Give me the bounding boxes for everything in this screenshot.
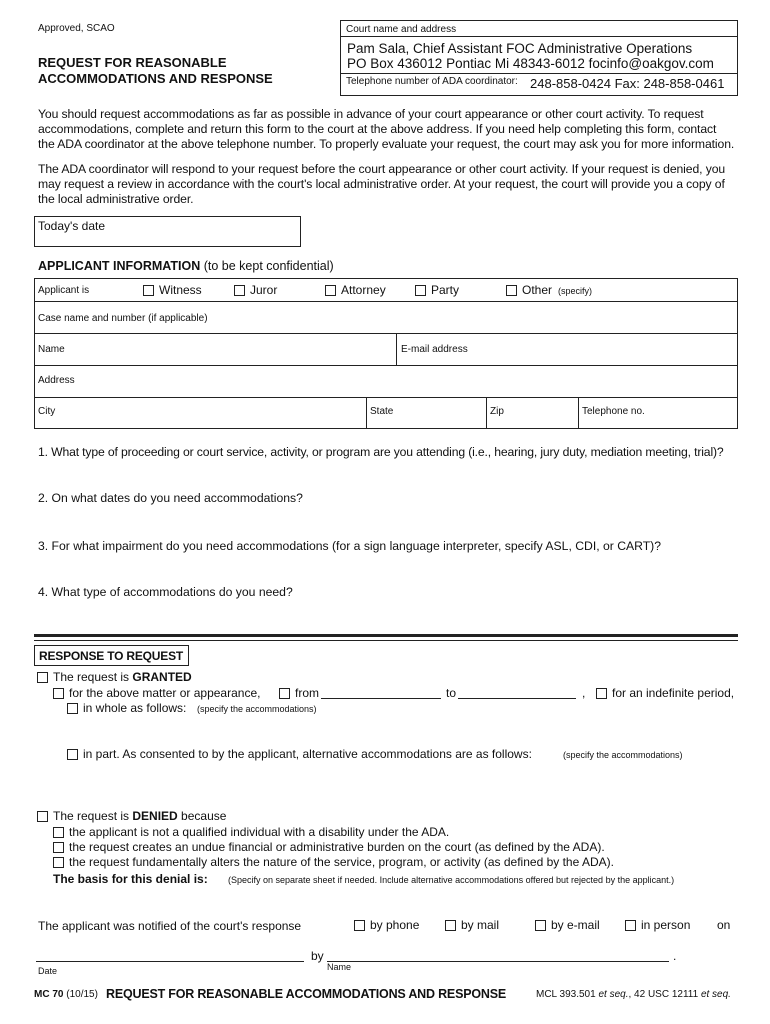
intro-p1-line2: accommodations, complete and return this form to the court at the above address. If you need help completing this form, contact	[38, 122, 717, 136]
attorney-label: Attorney	[341, 283, 386, 297]
above-matter-label: for the above matter or appearance,	[69, 686, 261, 700]
whole-checkbox[interactable]	[67, 703, 78, 714]
response-heading: RESPONSE TO REQUEST	[39, 649, 184, 663]
to-date-field[interactable]	[458, 698, 576, 699]
applicant-is-label: Applicant is	[38, 285, 90, 296]
indefinite-checkbox[interactable]	[596, 688, 607, 699]
state-zip-divider	[486, 397, 487, 429]
notified-label: The applicant was notified of the court's response	[38, 919, 302, 933]
row-divider-3	[34, 365, 738, 366]
name-label: Name	[38, 344, 65, 355]
denied-suffix: because	[177, 809, 227, 823]
other-checkbox[interactable]	[506, 285, 517, 296]
form-number: MC 70	[34, 989, 64, 1000]
witness-checkbox[interactable]	[143, 285, 154, 296]
address-label: Address	[38, 375, 75, 386]
applicant-heading-text: APPLICANT INFORMATION	[38, 259, 201, 273]
citation-part-d: et seq.	[700, 989, 731, 1000]
court-phone-divider	[340, 73, 738, 74]
telephone-label: Telephone no.	[582, 406, 645, 417]
intro-paragraph-1	[38, 107, 734, 152]
court-address-line[interactable]: PO Box 436012 Pontiac Mi 48343-6012 focinfo@oakgov.com	[347, 56, 714, 71]
court-name-label: Court name and address	[346, 24, 457, 35]
by-email-label: by e-mail	[551, 918, 600, 932]
other-specify-note: (specify)	[558, 286, 593, 296]
to-label: to	[446, 686, 457, 700]
by-mail-label: by mail	[461, 918, 500, 932]
date-signature-field[interactable]	[36, 961, 304, 962]
name-caption: Name	[327, 962, 352, 972]
reason2-checkbox[interactable]	[53, 842, 64, 853]
question-3: 3. For what impairment do you need accommodations (for a sign language interpreter, specify ASL, CDI, or CART)?	[38, 539, 661, 553]
form-title-line2: ACCOMMODATIONS AND RESPONSE	[38, 71, 273, 86]
ada-phone-value[interactable]: 248-858-0424 Fax: 248-858-0461	[530, 76, 725, 91]
indefinite-label: for an indefinite period,	[612, 686, 735, 700]
row-divider-2	[34, 333, 738, 334]
response-section-divider-thin	[34, 640, 738, 641]
reason2-label: the request creates an undue financial or administrative burden on the court (as defined by the ADA).	[69, 840, 605, 854]
granted-word: GRANTED	[132, 670, 192, 684]
city-label: City	[38, 406, 56, 417]
by-phone-checkbox[interactable]	[354, 920, 365, 931]
by-phone-label: by phone	[370, 918, 420, 932]
form-title-line1: REQUEST FOR REASONABLE	[38, 55, 227, 70]
footer-title: REQUEST FOR REASONABLE ACCOMMODATIONS AND RESPONSE	[106, 987, 506, 1001]
other-label: Other	[522, 283, 553, 297]
denied-checkbox[interactable]	[37, 811, 48, 822]
juror-label: Juror	[250, 283, 278, 297]
court-name-line[interactable]: Pam Sala, Chief Assistant FOC Administrative Operations	[347, 41, 693, 56]
case-name-field[interactable]	[35, 302, 737, 333]
from-checkbox[interactable]	[279, 688, 290, 699]
todays-date-label: Today's date	[38, 219, 106, 233]
state-label: State	[370, 406, 394, 417]
intro-p2-line3: the local administrative order.	[38, 192, 194, 206]
by-email-checkbox[interactable]	[535, 920, 546, 931]
part-note: (specify the accommodations)	[563, 750, 683, 760]
denied-prefix: The request is	[53, 809, 133, 823]
intro-p2-line2: may request a review in accordance with the court's local administrative order. At your request, the court will provide you a copy of	[38, 177, 725, 191]
approval-note: Approved, SCAO	[38, 23, 115, 34]
to-comma: ,	[582, 686, 586, 700]
form-revision: (10/15)	[66, 989, 98, 1000]
witness-label: Witness	[159, 283, 202, 297]
denied-word: DENIED	[132, 809, 178, 823]
by-label: by	[311, 949, 324, 963]
applicant-heading	[38, 260, 334, 273]
reason3-checkbox[interactable]	[53, 857, 64, 868]
basis-label: The basis for this denial is:	[53, 872, 208, 886]
response-section-divider	[34, 634, 738, 637]
citation-part-b: et seq.	[598, 989, 629, 1000]
case-name-label: Case name and number (if applicable)	[38, 313, 208, 324]
party-checkbox[interactable]	[415, 285, 426, 296]
intro-p2-line1: The ADA coordinator will respond to your request before the court appearance or other court activity. If your request is denied, you	[38, 162, 726, 176]
basis-note: (Specify on separate sheet if needed. Include alternative accommodations offered but rejected by the applicant.)	[228, 875, 675, 885]
reason3-label: the request fundamentally alters the nature of the service, program, or activity (as defined by the ADA).	[69, 855, 614, 869]
from-date-field[interactable]	[321, 698, 441, 699]
footer-form-id	[34, 990, 98, 1000]
intro-paragraph-2	[38, 162, 725, 207]
question-4: 4. What type of accommodations do you need?	[38, 585, 293, 599]
date-caption: Date	[38, 966, 58, 976]
name-signature-field[interactable]	[327, 961, 669, 962]
row-divider-4	[34, 397, 738, 398]
footer-citation	[536, 990, 731, 1000]
name-email-divider	[396, 333, 397, 365]
juror-checkbox[interactable]	[234, 285, 245, 296]
in-person-checkbox[interactable]	[625, 920, 636, 931]
on-label: on	[717, 918, 731, 932]
email-label: E-mail address	[401, 344, 468, 355]
granted-line	[53, 671, 192, 683]
whole-label: in whole as follows:	[83, 701, 187, 715]
granted-checkbox[interactable]	[37, 672, 48, 683]
reason1-checkbox[interactable]	[53, 827, 64, 838]
intro-p1-line1: You should request accommodations as far as possible in advance of your court appearance or other court activity. To request	[38, 107, 704, 121]
above-matter-checkbox[interactable]	[53, 688, 64, 699]
zip-phone-divider	[578, 397, 579, 429]
whole-note: (specify the accommodations)	[197, 704, 317, 714]
attorney-checkbox[interactable]	[325, 285, 336, 296]
zip-label: Zip	[490, 406, 504, 417]
denied-line	[53, 810, 226, 822]
court-label-divider	[340, 36, 738, 37]
from-label: from	[295, 686, 319, 700]
question-1: 1. What type of proceeding or court service, activity, or program are you attending (i.e., hearing, jury duty, mediation meeting, trial)?	[38, 445, 724, 459]
by-mail-checkbox[interactable]	[445, 920, 456, 931]
question-2: 2. On what dates do you need accommodations?	[38, 491, 303, 505]
reason1-label: the applicant is not a qualified individual with a disability under the ADA.	[69, 825, 450, 839]
ada-phone-label: Telephone number of ADA coordinator:	[346, 76, 518, 87]
city-state-divider	[366, 397, 367, 429]
part-checkbox[interactable]	[67, 749, 78, 760]
citation-part-c: , 42 USC 12111	[628, 989, 701, 1000]
in-person-label: in person	[641, 918, 691, 932]
granted-prefix: The request is	[53, 670, 133, 684]
intro-p1-line3: the ADA coordinator at the above telephone number. To properly evaluate your request, the court may ask you for more information.	[38, 137, 735, 151]
applicant-heading-note: (to be kept confidential)	[200, 259, 334, 273]
party-label: Party	[431, 283, 460, 297]
citation-part-a: MCL 393.501	[536, 989, 599, 1000]
name-line-period: .	[673, 949, 677, 963]
part-label: in part. As consented to by the applicant, alternative accommodations are as follows:	[83, 747, 532, 761]
